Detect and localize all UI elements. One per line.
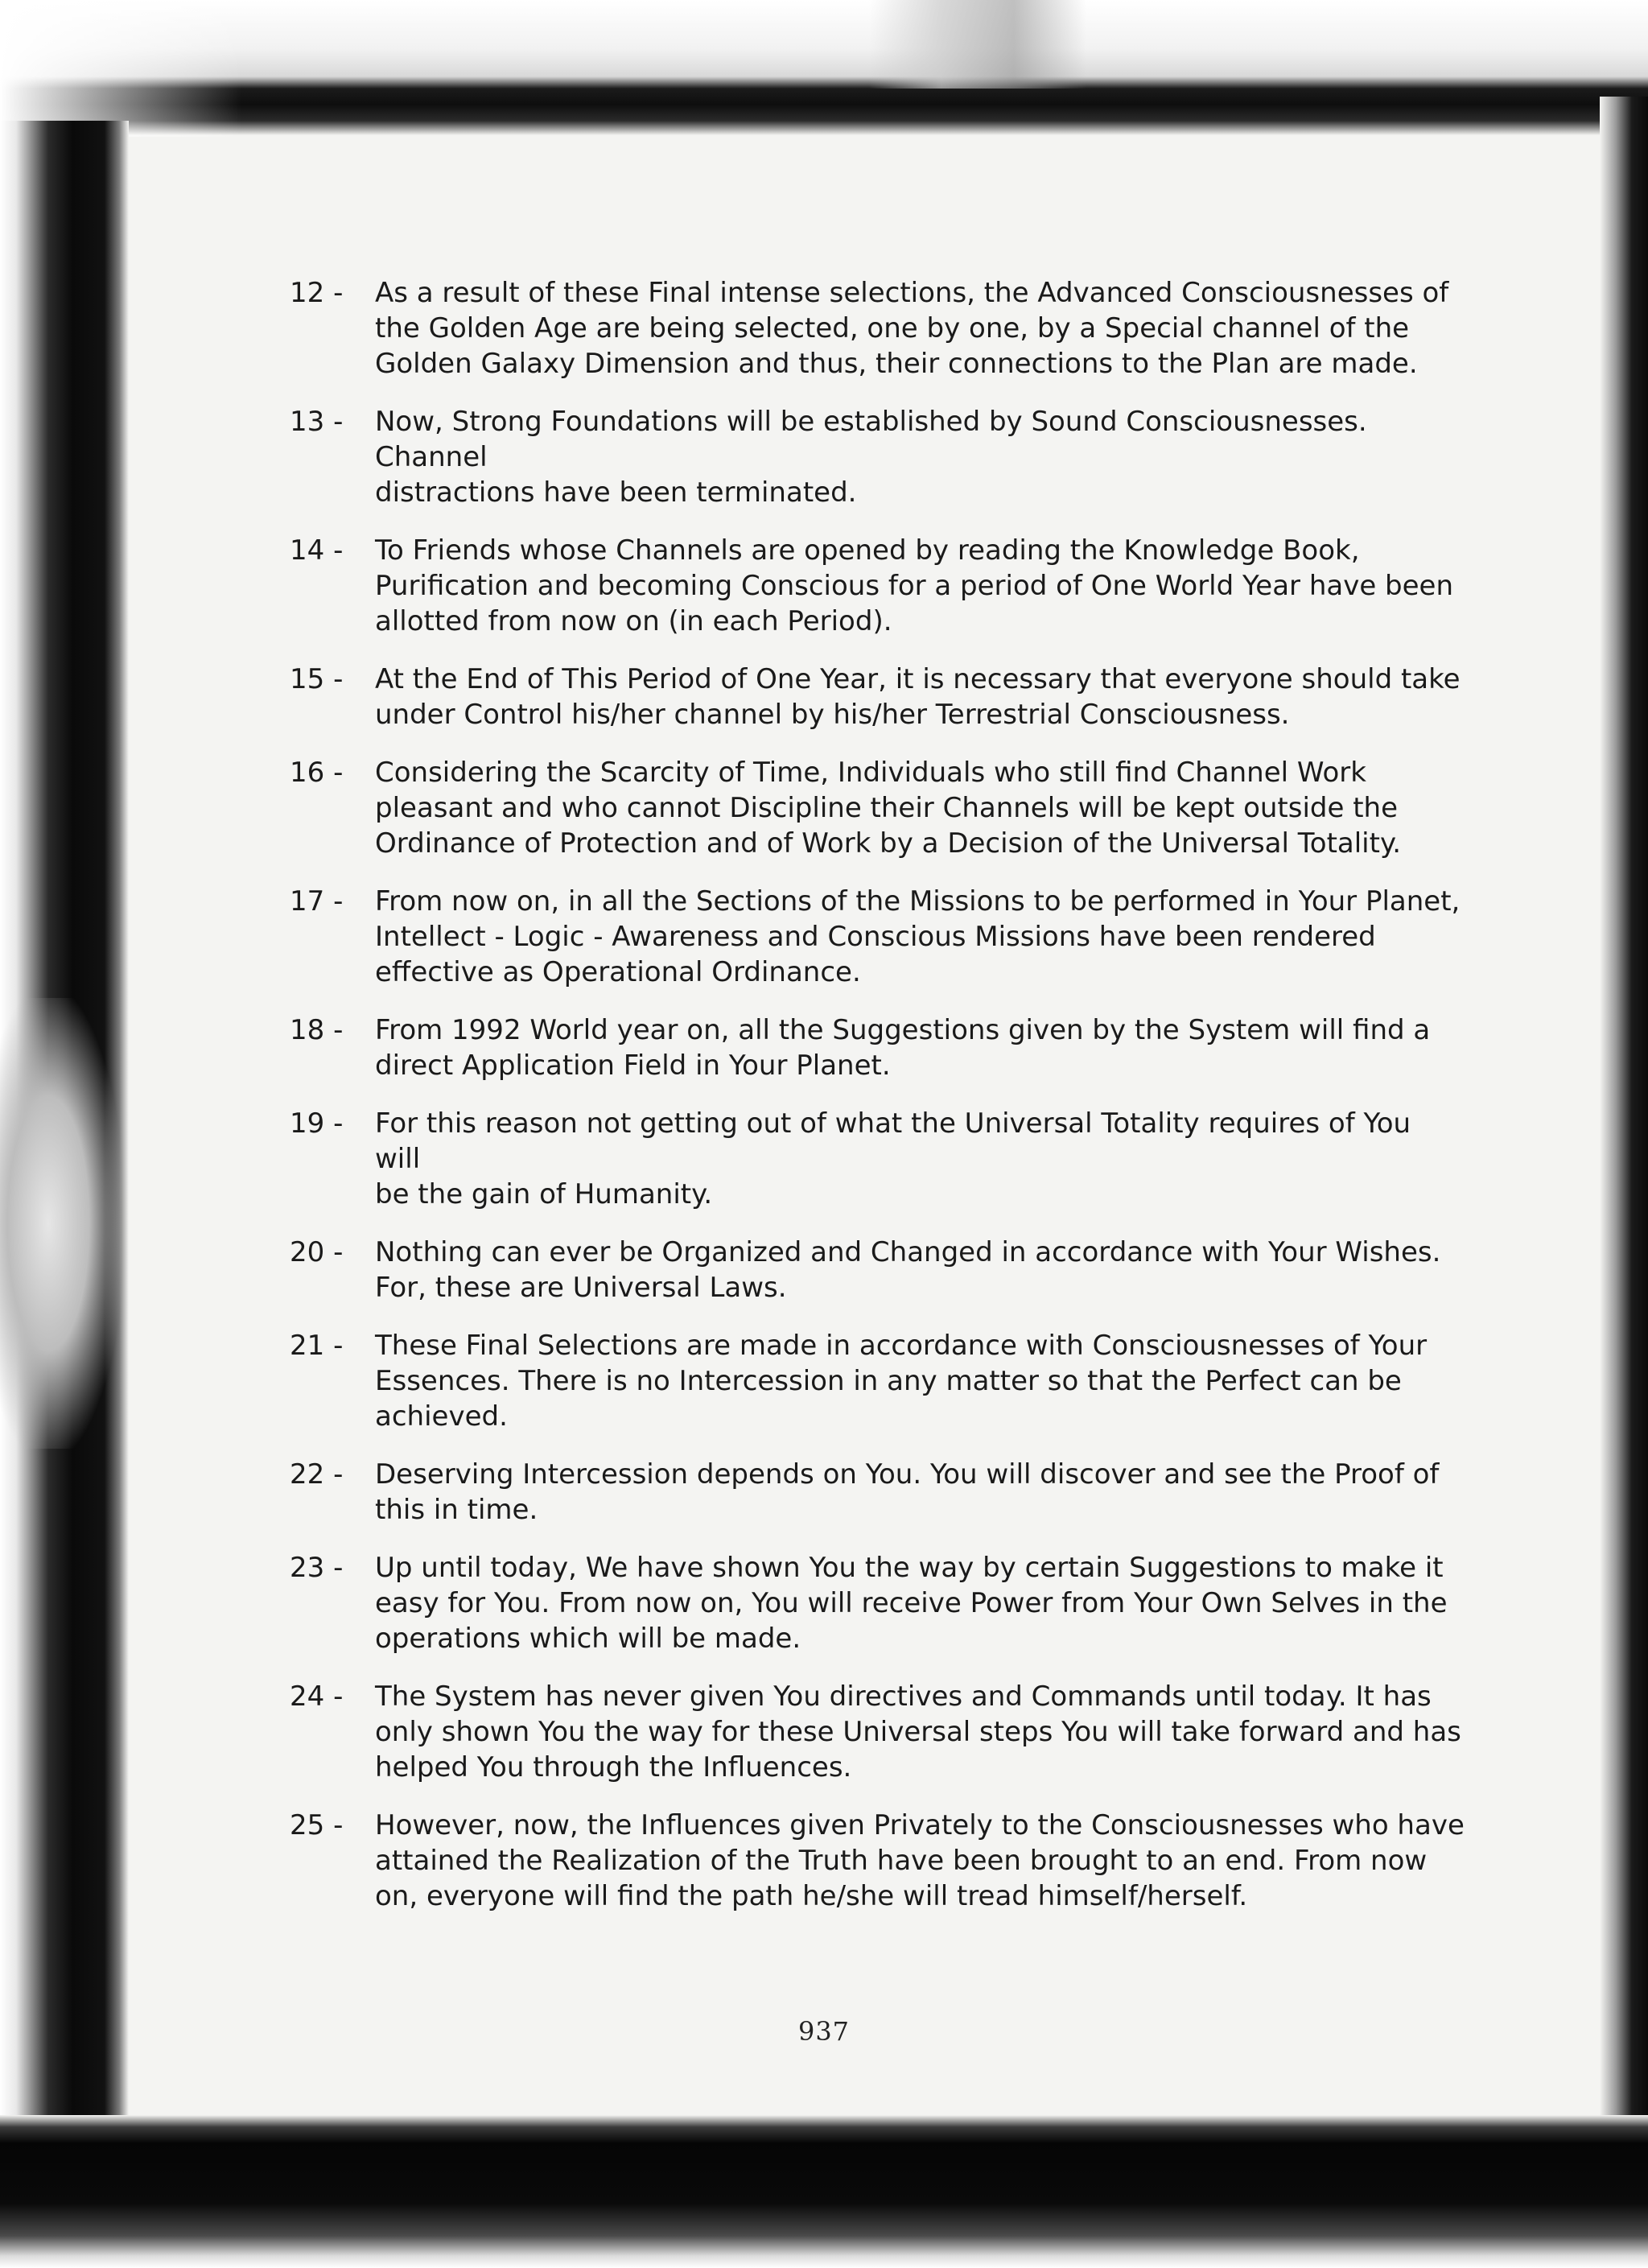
item-text: Nothing can ever be Organized and Changed in accordance with Your Wishes. For, these are Universal Laws. [375,1236,1441,1304]
list-item [290,1106,1465,1212]
numbered-list [290,275,1465,1936]
scan-glare-left [0,998,121,1449]
scan-shadow-bottom [0,2115,1648,2268]
item-text: These Final Selections are made in accordance with Consciousnesses of Your Essences. There is no Intercession in any matter so that the Perfect can be achieved. [375,1330,1428,1433]
list-item [290,1550,1465,1656]
item-text: Now, Strong Foundations will be established by Sound Consciousnesses. Channel distractions have been terminated. [375,406,1367,509]
item-number: 18 - [290,1014,344,1046]
item-text: From 1992 World year on, all the Suggestions given by the System will find a direct Application Field in Your Planet. [375,1014,1431,1082]
item-text: At the End of This Period of One Year, it is necessary that everyone should take under Control his/her channel by his/her Terrestrial Consciousness. [375,663,1461,731]
scan-fade-top-left [0,0,241,137]
item-number: 23 - [290,1552,344,1584]
list-item [290,404,1465,510]
item-text: To Friends whose Channels are opened by reading the Knowledge Book, Purification and becoming Conscious for a period of One World Year have been allotted from now on (in each Period). [375,534,1454,637]
item-number: 16 - [290,757,344,789]
item-text: From now on, in all the Sections of the Missions to be performed in Your Planet, Intellect - Logic - Awareness and Conscious Missions have been rendered effective as Operational Ordinance. [375,885,1461,988]
item-text: Deserving Intercession depends on You. You will discover and see the Proof of this in time. [375,1458,1440,1526]
item-number: 22 - [290,1458,344,1491]
item-number: 15 - [290,663,344,695]
list-item [290,1679,1465,1785]
item-text: For this reason not getting out of what the Universal Totality requires of You will be the gain of Humanity. [375,1107,1411,1210]
scan-artifact-top [869,0,1086,89]
scan-shadow-top [0,0,1648,135]
item-number: 13 - [290,406,344,438]
list-item [290,662,1465,732]
list-item [290,1457,1465,1528]
item-number: 20 - [290,1236,344,1268]
list-item [290,1012,1465,1083]
item-text: However, now, the Influences given Privately to the Consciousnesses who have attained the Realization of the Truth have been brought to an end. From now on, everyone will find the path he/she will tread himself/herself. [375,1809,1465,1912]
page-number: 937 [797,2016,851,2047]
list-item [290,884,1465,990]
list-item [290,275,1465,381]
item-number: 24 - [290,1680,344,1713]
list-item [290,1328,1465,1434]
list-item [290,533,1465,639]
item-number: 25 - [290,1809,344,1841]
item-text: The System has never given You directives and Commands until today. It has only shown You the way for these Universal steps You will take forward and has helped You through the Influences. [375,1680,1461,1783]
item-text: Up until today, We have shown You the way by certain Suggestions to make it easy for You. From now on, You will receive Power from Your Own Selves in the operations which will be made. [375,1552,1448,1655]
item-text: Considering the Scarcity of Time, Individuals who still find Channel Work pleasant and who cannot Discipline their Channels will be kept outside the Ordinance of Protection and of Work by a Decision of the Universal Totality. [375,757,1402,860]
list-item [290,755,1465,861]
item-number: 21 - [290,1330,344,1362]
item-number: 19 - [290,1107,344,1140]
list-item [290,1808,1465,1914]
item-number: 17 - [290,885,344,918]
item-number: 12 - [290,277,344,309]
scan-shadow-right [1600,97,1648,2189]
item-text: As a result of these Final intense selections, the Advanced Consciousnesses of the Golden Age are being selected, one by one, by a Special channel of the Golden Galaxy Dimension and thus, their connections to the Plan are made. [375,277,1449,380]
item-number: 14 - [290,534,344,567]
list-item [290,1235,1465,1305]
